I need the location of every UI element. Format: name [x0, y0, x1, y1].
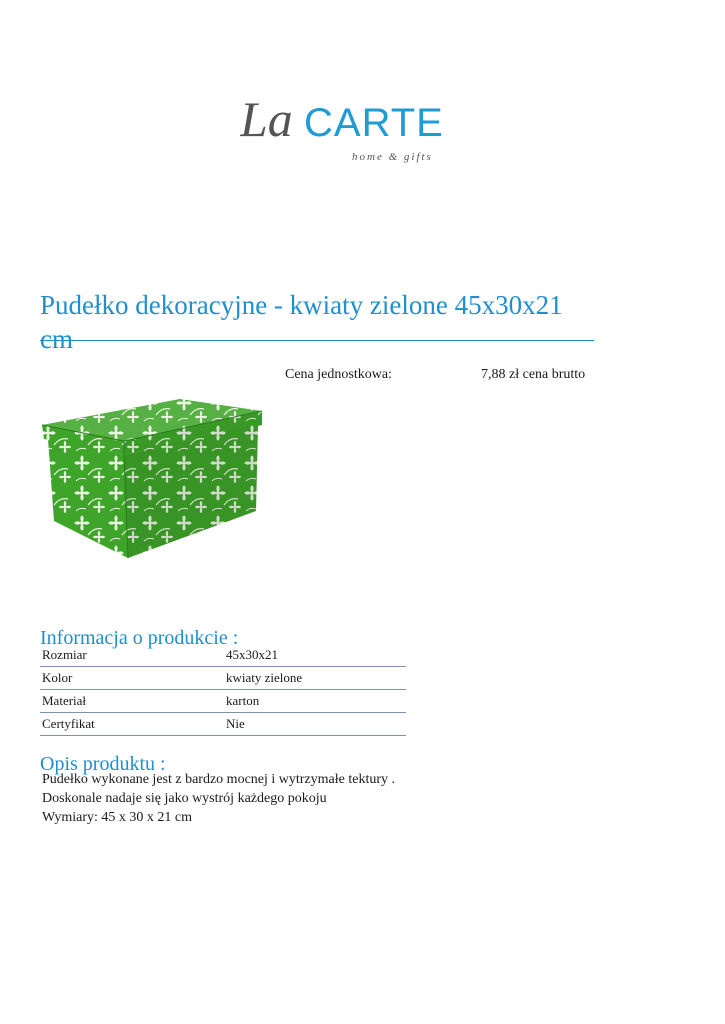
table-row [40, 667, 406, 690]
product-title: Pudełko dekoracyjne - kwiaty zielone 45x30x21 cm [40, 290, 563, 355]
description-line: Pudełko wykonane jest z bardzo mocnej i wytrzymałe tektury . [42, 772, 396, 787]
price-label: Cena jednostkowa: [285, 367, 392, 382]
spec-value-color: kwiaty zielone [224, 667, 406, 690]
description-line: Doskonale nadaje się jako wystrój każdego pokoju [42, 791, 327, 806]
spec-key-certificate: Certyfikat [40, 713, 224, 736]
table-row [40, 690, 406, 713]
spec-table [40, 644, 406, 736]
description-body [42, 770, 395, 827]
description-heading: Opis produktu : [40, 752, 166, 775]
spec-key-color: Kolor [40, 667, 224, 690]
logo-brand-left: La [240, 91, 293, 147]
green-floral-box-image [40, 395, 264, 560]
spec-key-material: Materiał [40, 690, 224, 713]
spec-value-material: karton [224, 690, 406, 713]
title-divider [40, 340, 594, 341]
lacarte-logo [240, 88, 450, 166]
info-heading: Informacja o produkcie : [40, 626, 239, 649]
logo-brand-right: CARTE [304, 101, 444, 145]
price-value: 7,88 zł cena brutto [481, 367, 586, 382]
logo-tagline: home & gifts [352, 151, 433, 163]
table-row [40, 644, 406, 667]
table-row [40, 713, 406, 736]
description-line: Wymiary: 45 x 30 x 21 cm [42, 810, 193, 825]
spec-key-size: Rozmiar [40, 644, 224, 667]
spec-value-certificate: Nie [224, 713, 406, 736]
spec-value-size: 45x30x21 [224, 644, 406, 667]
